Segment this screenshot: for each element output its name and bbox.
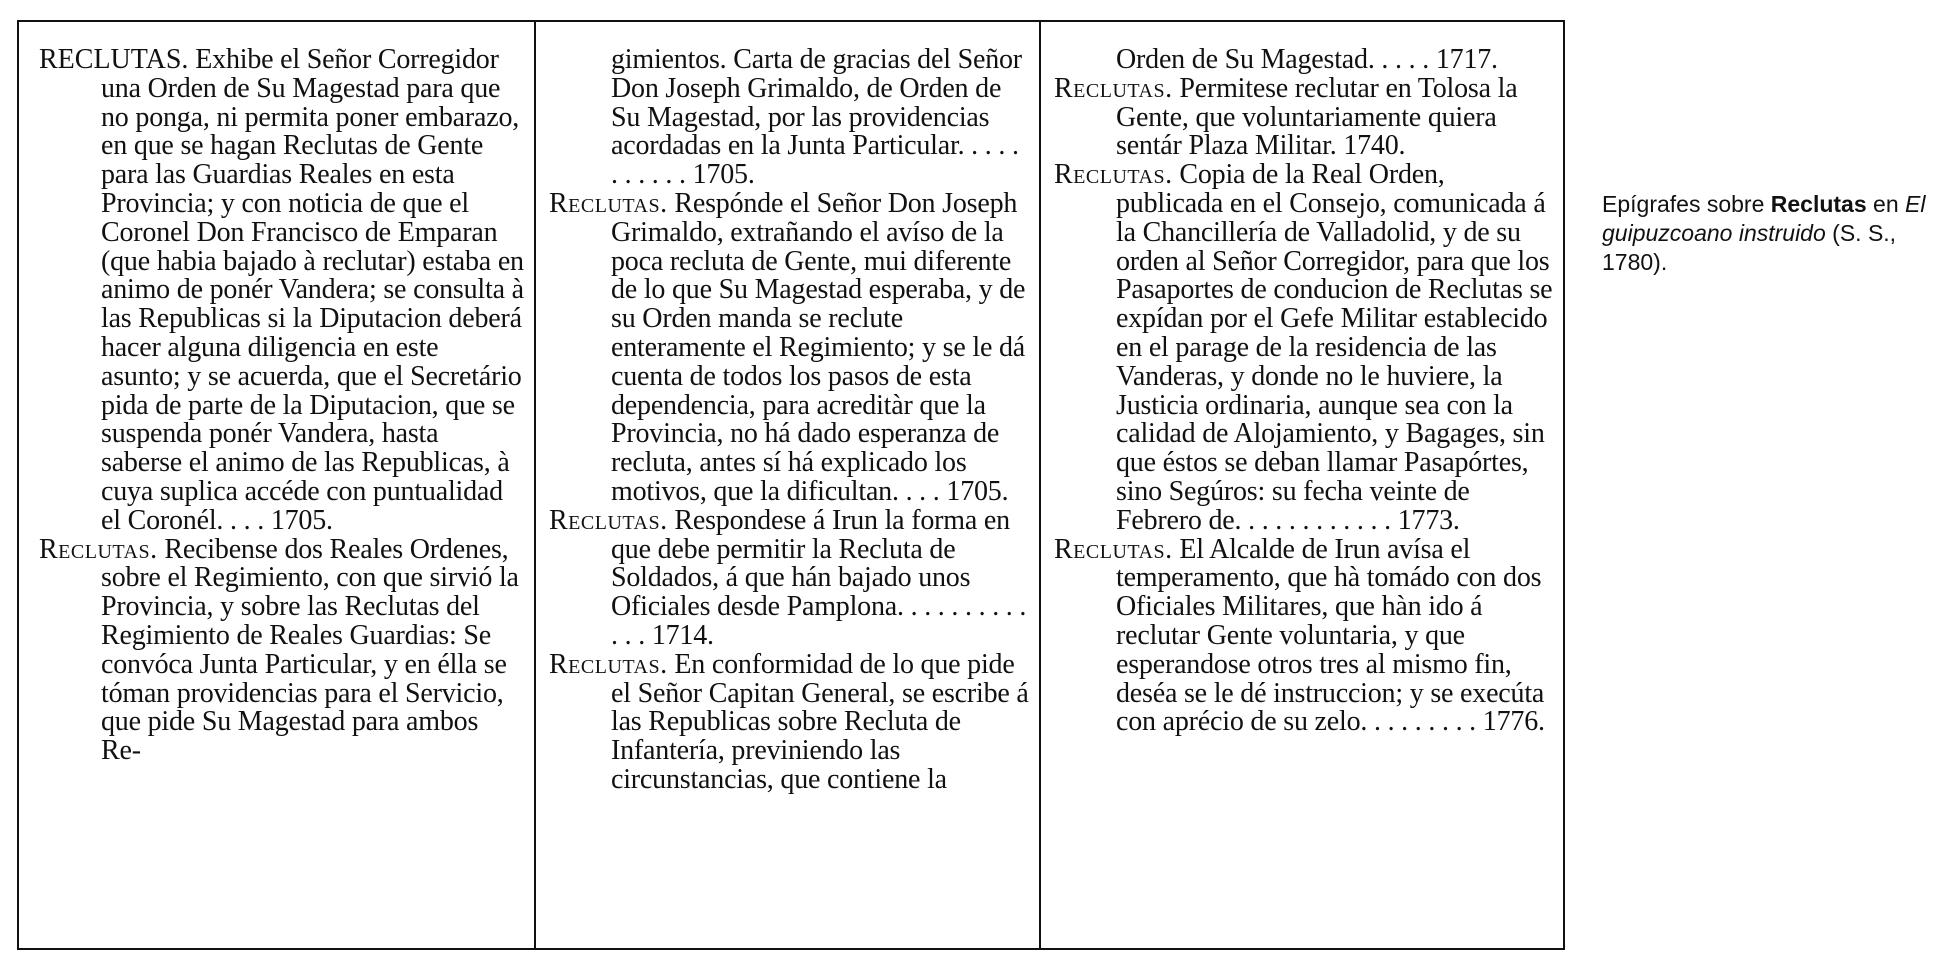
text-column-1 — [19, 22, 534, 948]
entry-year: 1717. — [1435, 44, 1498, 75]
entry-year: 1705. — [270, 504, 333, 536]
entry-year: 1714. — [651, 619, 714, 651]
entry-keyword: Reclutas. — [1054, 72, 1173, 104]
entry-keyword: Reclutas. — [549, 187, 668, 219]
entry-keyword: RECLUTAS. — [39, 44, 189, 75]
caption-italic: El guipuzcoano instruido — [1602, 191, 1926, 246]
text-column-3 — [1039, 22, 1563, 948]
entry-year: 1776. — [1482, 706, 1545, 738]
index-entry-continued — [1054, 46, 1553, 75]
entry-keyword: Reclutas. — [1054, 159, 1173, 191]
figure-caption — [1602, 190, 1932, 277]
entry-text: Orden de Su Magestad. . . . . — [1116, 44, 1430, 75]
entry-text: gimientos. Carta de gracias del Señor Don Joseph Grimaldo, de Orden de Su Magestad, por las providencias acordadas en la Junta Particular. . . . . . . . . . . — [611, 44, 1022, 191]
index-entry — [549, 187, 1029, 507]
entry-text: En conformidad de lo que pide el Señor Capitan General, se escribe á las Republicas sobre Recluta de Infantería, previniendo las circunstancias, que contiene la — [611, 648, 1029, 795]
entry-keyword: Reclutas. — [549, 648, 668, 680]
caption-prefix: Epígrafes sobre — [1602, 191, 1771, 217]
index-entry — [1054, 72, 1553, 162]
entry-text: Respónde el Señor Don Joseph Grimaldo, extrañando el avíso de la poca recluta de Gente, mui diferente de lo que Su Magestad esperaba, y de su Orden manda se reclute enteramente el Regimiento; y se le dá cuenta de todos los pasos de esta dependencia, para acreditàr que la Provincia, no há dado esperanza de recluta, antes sí há explicado los motivos, que la dificultan. . . . — [611, 187, 1026, 507]
entry-year: 1705. — [692, 159, 755, 191]
text-column-2 — [534, 22, 1039, 948]
caption-suffix: (S. S., 1780). — [1602, 220, 1897, 275]
caption-middle: en — [1866, 191, 1906, 217]
entry-year: 1740. — [1343, 130, 1406, 162]
entry-keyword: Reclutas. — [39, 533, 158, 565]
index-entry — [549, 504, 1029, 651]
entry-text: El Alcalde de Irun avísa el temperamento, que hà tomádo con dos Oficiales Militares, que hàn ido á reclutar Gente voluntaria, y que esperandose otros tres al mismo fin, deséa se le dé instruccion; y se execúta con aprécio de su zelo. . . . . . . . . — [1116, 533, 1545, 738]
entry-year: 1773. — [1397, 504, 1460, 536]
entry-text: Permitese reclutar en Tolosa la Gente, que voluntariamente quiera sentár Plaza Militar. — [1116, 72, 1518, 162]
entry-text: Respondese á Irun la forma en que debe permitir la Recluta de Soldados, á que hán bajado unos Oficiales desde Pamplona. . . . . . . . . . . . . — [611, 504, 1027, 651]
entry-year: 1705. — [946, 475, 1009, 507]
entry-text: Exhibe el Señor Corregidor una Orden de Su Magestad para que no ponga, ni permita poner embarazo, en que se hagan Reclutas de Gente para las Guardias Reales en esta Provincia; y con noticia de que el Coronel Don Francisco de Emparan (que habia bajado à reclutar) estaba en animo de ponér Vandera; se consulta à las Republicas si la Diputacion deberá hacer alguna diligencia en este asunto; y se acuerda, que el Secretário pida de parte de la Diputacion, que se suspenda ponér Vandera, hasta saberse el animo de las Republicas, à cuya suplica accéde con puntualidad el Coronél. . . . — [101, 44, 524, 536]
entry-text: Recibense dos Reales Ordenes, sobre el Regimiento, con que sirvió la Provincia, y sobre las Reclutas del Regimiento de Reales Guardias: Se convóca Junta Particular, y en élla se tóman providencias para el Servicio, que pide Su Magestad para ambos Re- — [101, 533, 519, 767]
caption-bold: Reclutas — [1770, 191, 1867, 217]
index-entry — [549, 648, 1029, 795]
entry-text: Copia de la Real Orden, publicada en el Consejo, comunicada á la Chancillería de Valladolid, y de su orden al Señor Corregidor, para que los Pasaportes de conducion de Reclutas se expídan por el Gefe Militar establecido en el parage de la residencia de las Vanderas, y donde no le huviere, la Justicia ordinaria, aunque sea con la calidad de Alojamiento, y Bagages, sin que éstos se deban llamar Pasapórtes, sino Segúros: su fecha veinte de Febrero de. . . . . . . . . . . . — [1116, 159, 1553, 536]
index-entry — [39, 533, 524, 767]
document-scan — [17, 20, 1565, 950]
index-entry — [1054, 161, 1553, 535]
index-entry — [39, 46, 524, 536]
entry-keyword: Reclutas. — [549, 504, 668, 536]
index-entry-continued — [549, 46, 1029, 190]
index-entry — [1054, 533, 1553, 738]
entry-keyword: Reclutas. — [1054, 533, 1173, 565]
